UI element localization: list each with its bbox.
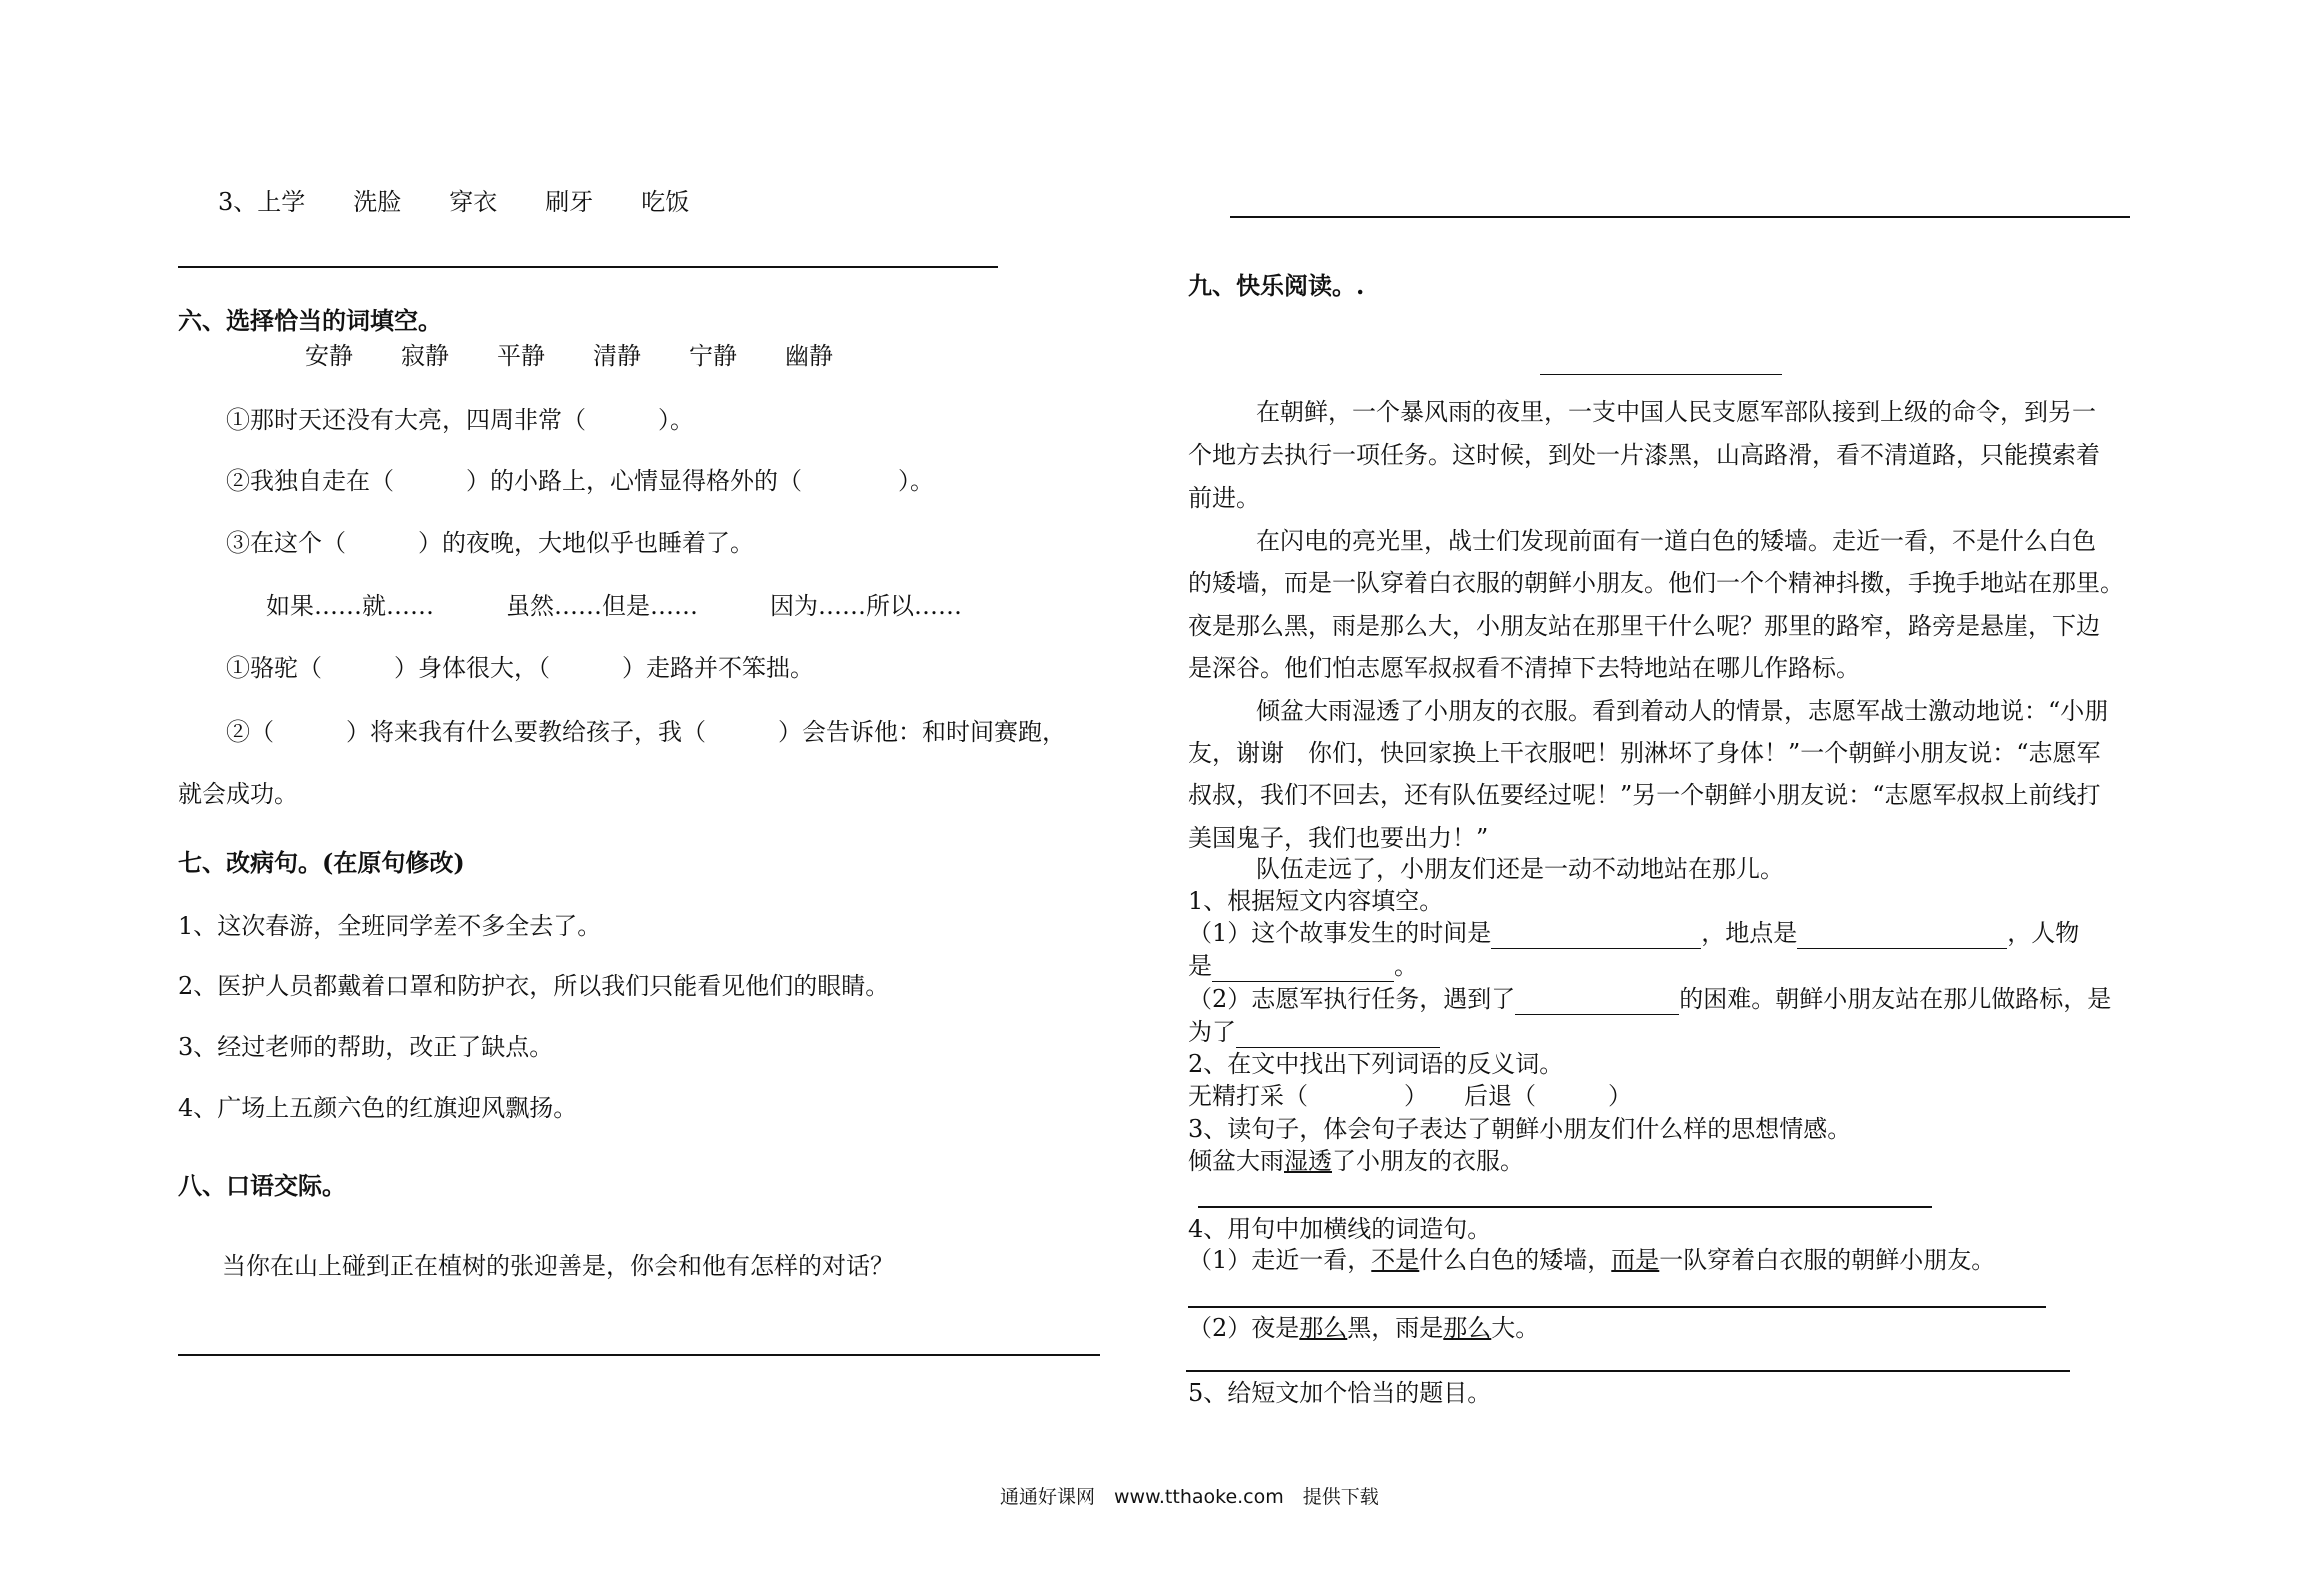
question-2: 2、在文中找出下列词语的反义词。	[1188, 1050, 1564, 1078]
question-1-1: （1）这个故事发生的时间是 ，地点是 ，人物	[1188, 919, 2080, 947]
antonym-words: 无精打采（ ） 后退（ ）	[1188, 1082, 1632, 1110]
answer-line	[1230, 216, 2130, 218]
question-4-2: （2）夜是那么黑，雨是那么大。	[1188, 1314, 1540, 1342]
question-4-1: （1）走近一看，不是什么白色的矮墙，而是一队穿着白衣服的朝鲜小朋友。	[1188, 1246, 1996, 1274]
oral-question: 当你在山上碰到正在植树的张迎善是，你会和他有怎样的对话？	[222, 1252, 894, 1280]
answer-line	[178, 1354, 1100, 1356]
question-1-2: （2）志愿军执行任务，遇到了 的困难。朝鲜小朋友站在那儿做路标，是	[1188, 985, 2112, 1013]
passage-line: 是深谷。他们怕志愿军叔叔看不清掉下去特地站在哪儿作路标。	[1188, 654, 1860, 682]
fill-question: ②（ ）将来我有什么要教给孩子，我（ ）会告诉他：和时间赛跑，	[226, 718, 1066, 746]
section-6-title: 六、选择恰当的词填空。	[178, 306, 442, 335]
passage-line: 友，谢谢 你们，快回家换上干衣服吧！别淋坏了身体！”一个朝鲜小朋友说：“志愿军	[1188, 739, 2101, 767]
question-1: 1、根据短文内容填空。	[1188, 887, 1444, 915]
passage-line: 夜是那么黑，雨是那么大，小朋友站在那里干什么呢？那里的路窄，路旁是悬崖，下边	[1188, 612, 2100, 640]
sick-sentence: 4、广场上五颜六色的红旗迎风飘扬。	[178, 1094, 578, 1122]
fill-question: ①那时天还没有大亮，四周非常（ ）。	[226, 406, 694, 434]
answer-blank[interactable]	[1515, 988, 1679, 1015]
passage-line: 队伍走远了，小朋友们还是一动不动地站在那儿。	[1256, 855, 1784, 883]
answer-line	[1198, 1206, 1932, 1208]
question-3: 3、读句子，体会句子表达了朝鲜小朋友们什么样的思想情感。	[1188, 1115, 1852, 1143]
section-7-title: 七、改病句。(在原句修改)	[178, 848, 465, 877]
section-9-title: 九、快乐阅读。.	[1188, 271, 1365, 300]
passage-line: 的矮墙，而是一队穿着白衣服的朝鲜小朋友。他们一个个精神抖擞，手挽手地站在那里。	[1188, 569, 2124, 597]
sick-sentence: 2、医护人员都戴着口罩和防护衣，所以我们只能看见他们的眼睛。	[178, 972, 890, 1000]
question-5: 5、给短文加个恰当的题目。	[1188, 1379, 1492, 1407]
word-bank: 安静 寂静 平静 清静 宁静 幽静	[305, 342, 833, 370]
question-1-1-cont: 是 。	[1188, 952, 1418, 980]
conjunction-bank: 如果……就…… 虽然……但是…… 因为……所以……	[266, 592, 962, 620]
fill-question: ②我独自走在（ ）的小路上，心情显得格外的（ ）。	[226, 467, 934, 495]
answer-line	[178, 266, 998, 268]
passage-line: 在朝鲜，一个暴风雨的夜里，一支中国人民支愿军部队接到上级的命令，到另一	[1256, 398, 2096, 426]
question-1-2-cont: 为了	[1188, 1016, 1440, 1048]
section-8-title: 八、口语交际。	[178, 1171, 346, 1200]
question-4: 4、用句中加横线的词造句。	[1188, 1215, 1492, 1243]
passage-line: 前进。	[1188, 484, 1260, 512]
sick-sentence: 1、这次春游，全班同学差不多全去了。	[178, 912, 602, 940]
passage-line: 倾盆大雨湿透了小朋友的衣服。看到着动人的情景，志愿军战士激动地说：“小朋	[1256, 697, 2109, 725]
passage-line: 个地方去执行一项任务。这时候，到处一片漆黑，山高路滑，看不清道路，只能摸索着	[1188, 441, 2100, 469]
passage-line: 在闪电的亮光里，战士们发现前面有一道白色的矮墙。走近一看，不是什么白色	[1256, 527, 2096, 555]
sort-item-3: 3、上学 洗脸 穿衣 刷牙 吃饭	[218, 188, 690, 216]
answer-blank[interactable]	[1236, 1021, 1440, 1048]
fill-question: ①骆驼（ ）身体很大，（ ）走路并不笨拙。	[226, 654, 814, 682]
answer-blank[interactable]	[1212, 955, 1394, 982]
title-blank	[1540, 374, 1782, 375]
footer-source: 通通好课网 www.tthaoke.com 提供下载	[1000, 1486, 1379, 1508]
fill-question-cont: 就会成功。	[178, 780, 298, 808]
sick-sentence: 3、经过老师的帮助，改正了缺点。	[178, 1033, 554, 1061]
answer-blank[interactable]	[1797, 922, 2007, 949]
answer-blank[interactable]	[1491, 922, 1701, 949]
fill-question: ③在这个（ ）的夜晚，大地似乎也睡着了。	[226, 529, 754, 557]
answer-line	[1188, 1306, 2046, 1308]
answer-line	[1186, 1370, 2070, 1372]
passage-line: 美国鬼子，我们也要出力！”	[1188, 824, 1489, 852]
question-3-sentence: 倾盆大雨湿透了小朋友的衣服。	[1188, 1147, 1524, 1175]
passage-line: 叔叔，我们不回去，还有队伍要经过呢！”另一个朝鲜小朋友说：“志愿军叔叔上前线打	[1188, 781, 2101, 809]
